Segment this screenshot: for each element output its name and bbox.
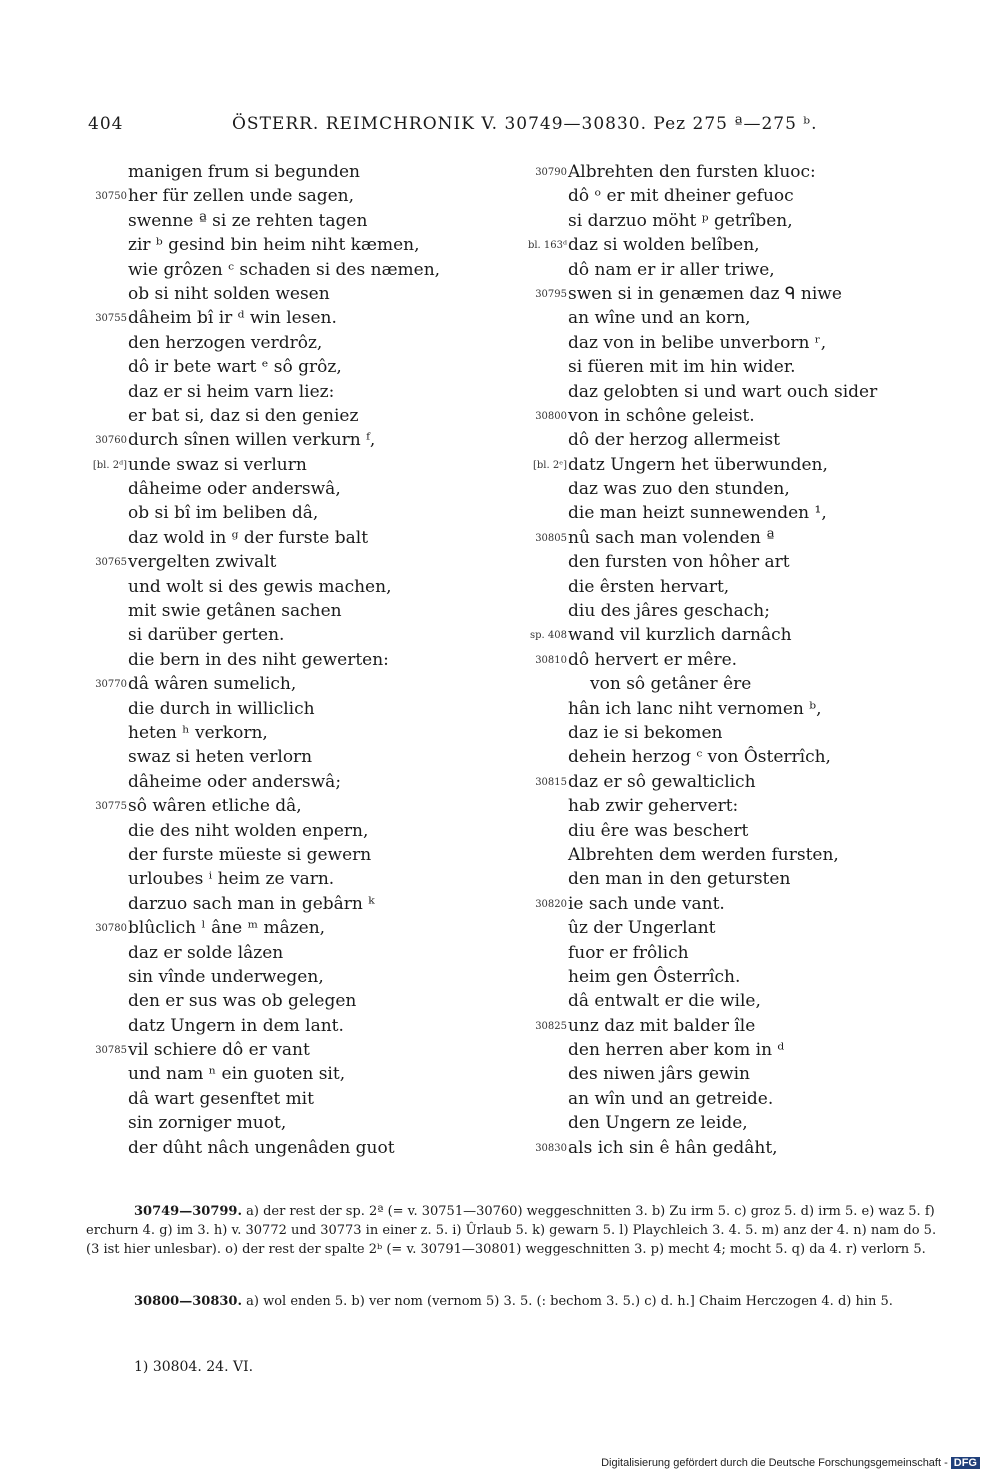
verse-line bbox=[80, 1014, 490, 1038]
verse-line bbox=[80, 160, 490, 184]
left-column bbox=[80, 160, 490, 1160]
verse-text: ûz der Ungerlant bbox=[568, 918, 716, 939]
verse-line bbox=[520, 599, 930, 623]
verse-text: dâ wâren sumelich, bbox=[128, 674, 297, 695]
verse-text: blûclich ˡ âne ᵐ mâzen, bbox=[128, 918, 326, 939]
verse-line bbox=[80, 355, 490, 379]
verse-text: daz von in belibe unverborn ʳ, bbox=[568, 332, 827, 353]
verse-text: heim gen Ôsterrîch. bbox=[568, 966, 741, 987]
footnote-range: 30749—30799. bbox=[134, 1204, 242, 1219]
verse-line bbox=[520, 989, 930, 1013]
verse-line bbox=[80, 892, 490, 916]
verse-text: daz er si heim varn liez: bbox=[128, 381, 335, 402]
verse-text: swaz si heten verlorn bbox=[128, 747, 313, 768]
verse-line bbox=[520, 550, 930, 574]
verse-line bbox=[520, 819, 930, 843]
verse-line bbox=[520, 721, 930, 745]
verse-text: dâheim bî ir ᵈ win lesen. bbox=[128, 308, 337, 329]
verse-line bbox=[80, 526, 490, 550]
verse-line bbox=[80, 550, 490, 574]
verse-text: daz er solde lâzen bbox=[128, 942, 284, 963]
credit-text: Digitalisierung gefördert durch die Deutsche Forschungsgemeinschaft - bbox=[601, 1457, 948, 1469]
verse-line bbox=[520, 477, 930, 501]
verse-line bbox=[520, 892, 930, 916]
verse-line bbox=[520, 697, 930, 721]
verse-text: hab zwir gehervert: bbox=[568, 796, 739, 817]
verse-line bbox=[80, 380, 490, 404]
verse-line bbox=[520, 306, 930, 330]
verse-text: Albrehten den fursten kluoc: bbox=[568, 162, 816, 182]
verse-line bbox=[520, 623, 930, 647]
verse-text: von in schône geleist. bbox=[568, 405, 755, 426]
line-number: 30825 bbox=[535, 1020, 567, 1032]
verse-line bbox=[80, 989, 490, 1013]
verse-line bbox=[80, 428, 490, 452]
verse-line bbox=[520, 380, 930, 404]
verse-text: und nam ⁿ ein guoten sit, bbox=[128, 1064, 346, 1085]
verse-line bbox=[80, 306, 490, 330]
verse-line bbox=[80, 648, 490, 672]
verse-text: durch sînen willen verkurn ᶠ, bbox=[128, 430, 376, 451]
verse-text: vergelten zwivalt bbox=[128, 552, 277, 573]
verse-line bbox=[520, 770, 930, 794]
line-number: bl. 163ᵈ bbox=[527, 240, 567, 252]
verse-text: daz ie si bekomen bbox=[568, 722, 723, 743]
verse-line bbox=[80, 672, 490, 696]
verse-line bbox=[80, 843, 490, 867]
verse-line bbox=[520, 209, 930, 233]
verse-text: den man in den getursten bbox=[568, 869, 791, 890]
verse-line bbox=[520, 867, 930, 891]
verse-text: urloubes ⁱ heim ze varn. bbox=[128, 869, 335, 890]
line-number: 30820 bbox=[535, 898, 567, 910]
verse-text: dehein herzog ᶜ von Ôsterrîch, bbox=[568, 747, 831, 768]
verse-line bbox=[520, 184, 930, 208]
verse-text: den Ungern ze leide, bbox=[568, 1113, 748, 1134]
line-number: 30805 bbox=[535, 532, 567, 544]
verse-text: si darzuo möht ᵖ getrîben, bbox=[568, 210, 793, 231]
verse-text: wie grôzen ᶜ schaden si des næmen, bbox=[128, 259, 441, 280]
line-number: 30785 bbox=[95, 1045, 127, 1057]
verse-text: hân ich lanc niht vernomen ᵇ, bbox=[568, 698, 822, 719]
line-number: 30795 bbox=[535, 288, 567, 300]
verse-text: daz si wolden belîben, bbox=[568, 235, 760, 256]
verse-text: dâ wart gesenftet mit bbox=[128, 1088, 314, 1109]
footnote-range: 30800—30830. bbox=[134, 1294, 242, 1309]
verse-text: von sô getâner êre bbox=[590, 674, 752, 695]
verse-text: er bat si, daz si den geniez bbox=[128, 405, 359, 426]
line-number: 30765 bbox=[95, 557, 127, 569]
verse-line bbox=[520, 160, 930, 184]
verse-text: des niwen jârs gewin bbox=[568, 1064, 750, 1085]
verse-text: unde swaz si verlurn bbox=[128, 454, 307, 475]
verse-text: si darüber gerten. bbox=[128, 625, 285, 646]
dfg-logo: DFG bbox=[951, 1457, 980, 1469]
verse-line bbox=[520, 916, 930, 940]
verse-text: die êrsten hervart, bbox=[568, 576, 730, 597]
verse-text: dô nam er ir aller triwe, bbox=[568, 259, 775, 280]
footnote-text: a) wol enden 5. b) ver nom (vernom 5) 3. 5. (: bechom 3. 5.) c) d. h.] Chaim Herczogen 4. d) hin 5. bbox=[241, 1294, 893, 1309]
verse-line bbox=[80, 331, 490, 355]
verse-line bbox=[80, 404, 490, 428]
verse-line bbox=[520, 575, 930, 599]
verse-line bbox=[520, 965, 930, 989]
verse-text: ob si niht solden wesen bbox=[128, 283, 330, 304]
verse-line bbox=[520, 672, 930, 696]
verse-line bbox=[520, 258, 930, 282]
verse-text: swen si in genæmen daz ᑫ niwe bbox=[568, 283, 842, 304]
verse-line bbox=[80, 282, 490, 306]
verse-line bbox=[80, 916, 490, 940]
verse-line bbox=[520, 453, 930, 477]
verse-text: nû sach man volenden ª bbox=[568, 527, 775, 548]
verse-line bbox=[520, 428, 930, 452]
verse-line bbox=[80, 867, 490, 891]
verse-text: die des niht wolden enpern, bbox=[128, 820, 369, 841]
verse-line bbox=[80, 819, 490, 843]
running-title: ÖSTERR. REIMCHRONIK V. 30749—30830. Pez 275 ª—275 ᵇ. bbox=[232, 114, 818, 134]
verse-line bbox=[80, 1038, 490, 1062]
verse-text: heten ʰ verkorn, bbox=[128, 722, 268, 743]
verse-line bbox=[520, 501, 930, 525]
verse-text: dâheime oder anderswâ; bbox=[128, 771, 342, 792]
verse-text: dâ entwalt er die wile, bbox=[568, 991, 761, 1012]
verse-text: als ich sin ê hân gedâht, bbox=[568, 1137, 778, 1158]
line-number: 30780 bbox=[95, 923, 127, 935]
verse-line bbox=[520, 233, 930, 257]
verse-text: dô hervert er mêre. bbox=[568, 649, 738, 670]
verse-text: zir ᵇ gesind bin heim niht kæmen, bbox=[128, 235, 420, 256]
verse-text: datz Ungern het überwunden, bbox=[568, 454, 828, 475]
verse-line bbox=[80, 233, 490, 257]
verse-line bbox=[520, 941, 930, 965]
line-number: 30750 bbox=[95, 191, 127, 203]
verse-line bbox=[520, 526, 930, 550]
verse-line bbox=[80, 599, 490, 623]
verse-text: die man heizt sunnewenden ¹, bbox=[568, 503, 827, 524]
verse-line bbox=[80, 965, 490, 989]
digitization-credit bbox=[601, 1457, 980, 1469]
verse-line bbox=[80, 697, 490, 721]
verse-text: sin zorniger muot, bbox=[128, 1113, 287, 1134]
verse-line bbox=[80, 770, 490, 794]
remark-note: 1) 30804. 24. VI. bbox=[134, 1359, 254, 1375]
verse-line bbox=[80, 184, 490, 208]
verse-text: diu des jâres geschach; bbox=[568, 601, 770, 622]
verse-line bbox=[520, 1087, 930, 1111]
footnote-block-2 bbox=[86, 1292, 946, 1311]
verse-text: ie sach unde vant. bbox=[568, 893, 725, 914]
line-number: 30800 bbox=[535, 410, 567, 422]
verse-text: Albrehten dem werden fursten, bbox=[568, 844, 839, 865]
verse-text: vil schiere dô er vant bbox=[128, 1040, 310, 1061]
line-number: sp. 408 bbox=[530, 630, 567, 642]
verse-line bbox=[80, 941, 490, 965]
verse-line bbox=[520, 282, 930, 306]
line-number: 30760 bbox=[95, 435, 127, 447]
verse-text: sô wâren etliche dâ, bbox=[128, 796, 302, 817]
line-number: [bl. 2ᵈ] bbox=[92, 459, 127, 471]
verse-text: si füeren mit im hin wider. bbox=[568, 357, 796, 378]
verse-text: die durch in williclich bbox=[128, 698, 315, 719]
verse-text: darzuo sach man in gebârn ᵏ bbox=[128, 893, 375, 914]
verse-text: dô ir bete wart ᵉ sô grôz, bbox=[128, 357, 342, 378]
verse-line bbox=[520, 1136, 930, 1160]
verse-text: mit swie getânen sachen bbox=[128, 601, 342, 622]
line-number: 30815 bbox=[535, 776, 567, 788]
line-number: 30830 bbox=[535, 1142, 567, 1154]
verse-line bbox=[520, 1111, 930, 1135]
verse-text: unz daz mit balder île bbox=[568, 1015, 756, 1036]
verse-text: den herren aber kom in ᵈ bbox=[568, 1040, 785, 1061]
verse-text: ob si bî im beliben dâ, bbox=[128, 503, 319, 524]
verse-text: daz was zuo den stunden, bbox=[568, 479, 790, 500]
verse-line bbox=[520, 794, 930, 818]
line-number: 30810 bbox=[535, 654, 567, 666]
verse-line bbox=[520, 331, 930, 355]
verse-line bbox=[520, 1062, 930, 1086]
verse-line bbox=[80, 623, 490, 647]
line-number: 30770 bbox=[95, 679, 127, 691]
verse-line bbox=[80, 745, 490, 769]
verse-line bbox=[520, 648, 930, 672]
verse-text: an wîn und an getreide. bbox=[568, 1088, 774, 1109]
verse-text: wand vil kurzlich darnâch bbox=[568, 625, 792, 646]
verse-text: daz wold in ᵍ der furste balt bbox=[128, 527, 369, 548]
verse-line bbox=[520, 355, 930, 379]
verse-text: fuor er frôlich bbox=[568, 942, 689, 963]
verse-line bbox=[80, 1062, 490, 1086]
running-header bbox=[88, 114, 948, 142]
verse-line bbox=[520, 843, 930, 867]
verse-text: die bern in des niht gewerten: bbox=[128, 649, 389, 670]
verse-line bbox=[80, 1111, 490, 1135]
right-column bbox=[520, 160, 930, 1160]
verse-text: an wîne und an korn, bbox=[568, 308, 751, 329]
verse-text: dô der herzog allermeist bbox=[568, 430, 780, 451]
verse-line bbox=[80, 721, 490, 745]
verse-text: swenne ª si ze rehten tagen bbox=[128, 210, 368, 231]
line-number: 30755 bbox=[95, 313, 127, 325]
verse-text: den fursten von hôher art bbox=[568, 552, 790, 573]
verse-text: dâheime oder anderswâ, bbox=[128, 479, 341, 500]
verse-line bbox=[80, 453, 490, 477]
verse-line bbox=[520, 745, 930, 769]
verse-text: dô ᵒ er mit dheiner gefuoc bbox=[568, 186, 794, 207]
footnote-block-1 bbox=[86, 1202, 946, 1259]
verse-text: der furste müeste si gewern bbox=[128, 844, 372, 865]
verse-text: sin vînde underwegen, bbox=[128, 966, 324, 987]
line-number: 30775 bbox=[95, 801, 127, 813]
verse-text: den er sus was ob gelegen bbox=[128, 991, 357, 1012]
verse-text: den herzogen verdrôz, bbox=[128, 332, 323, 353]
line-number: 30790 bbox=[535, 167, 567, 178]
verse-line bbox=[80, 477, 490, 501]
verse-line bbox=[80, 1087, 490, 1111]
verse-line bbox=[80, 501, 490, 525]
verse-line bbox=[80, 209, 490, 233]
verse-text: der dûht nâch ungenâden guot bbox=[128, 1137, 395, 1158]
verse-text: daz gelobten si und wart ouch sider bbox=[568, 381, 878, 402]
verse-line bbox=[520, 404, 930, 428]
verse-line bbox=[80, 258, 490, 282]
verse-line bbox=[80, 794, 490, 818]
verse-line bbox=[520, 1038, 930, 1062]
footnote-text: a) der rest der sp. 2ª (= v. 30751—30760) weggeschnitten 3. b) Zu irm 5. c) groz 5. d) irm 5. e) waz 5. f) erchurn 4. g) im 3. h) v. 30772 und 30773 in einer z. 5. i) Ûrlaub 5. k) gewarn 5. l) Playchleich 3. 4. 5. m) anz der 4. n) nam do 5. (3 ist hier unlesbar). o) der rest der spalte 2ᵇ (= v. 30791—30801) weggeschnitten 3. p) mecht 4; mocht 5. q) da 4. r) verlorn 5. bbox=[86, 1204, 937, 1257]
verse-text: diu êre was beschert bbox=[568, 820, 749, 841]
verse-line bbox=[520, 1014, 930, 1038]
verse-text: und wolt si des gewis machen, bbox=[128, 576, 392, 597]
verse-text: manigen frum si begunden bbox=[128, 162, 361, 182]
line-number: [bl. 2ᵉ] bbox=[533, 459, 567, 471]
verse-text: daz er sô gewalticlich bbox=[568, 771, 756, 792]
verse-line bbox=[80, 575, 490, 599]
verse-line bbox=[80, 1136, 490, 1160]
verse-text: datz Ungern in dem lant. bbox=[128, 1015, 344, 1036]
verse-text: her für zellen unde sagen, bbox=[128, 186, 355, 207]
page-number: 404 bbox=[88, 114, 124, 134]
